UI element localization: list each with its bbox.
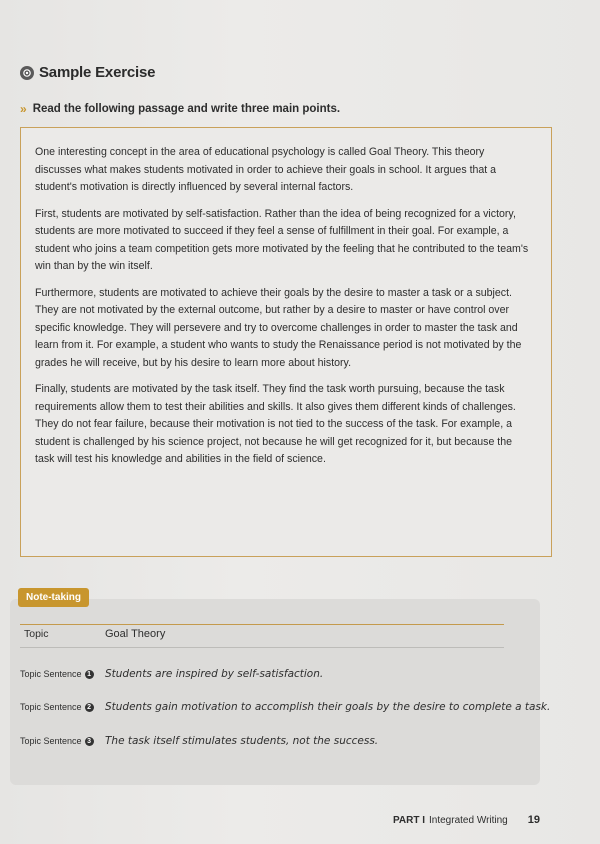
topic-sentence-row-2 — [20, 701, 550, 713]
section-header — [20, 64, 155, 81]
topic-sentence-row-3 — [20, 735, 378, 747]
passage-paragraph-2: First, students are motivated by self-satisfaction. Rather than the idea of being recognized for a victory, students are more motivated to succeed if they feel a sense of fulfillment in their goal. For example, a student who joins a team competition gets more motivated by the feeling that he contributed to the team's win than by the win itself. — [35, 207, 529, 272]
page-footer — [393, 814, 540, 826]
passage-text — [35, 144, 533, 478]
topic-label: Topic — [24, 628, 49, 640]
topic-sentence-label — [20, 669, 105, 679]
notes-divider-top — [20, 624, 504, 625]
number-1-icon: 1 — [85, 670, 94, 679]
topic-value: Goal Theory — [105, 628, 166, 640]
double-chevron-right-icon: » — [20, 102, 27, 116]
footer-part: PART I — [392, 815, 425, 826]
topic-sentence-label-text: Topic Sentence — [20, 736, 82, 746]
instruction-text: Read the following passage and write three main points. — [32, 103, 341, 115]
passage-paragraph-1: One interesting concept in the area of educational psychology is called Goal Theory. This theory discusses what makes students motivated in order to achieve their goals in school. It argues that a student's motivation is directly influenced by several internal factors. — [35, 146, 497, 193]
passage-paragraph-4: Finally, students are motivated by the task itself. They find the task worth pursuing, because the task requirements allow them to test their abilities and skills. It also gives them different kinds of challenges. They do not fear failure, because their motivation is not tied to the success of the task. For example, a student is challenged by his science project, not because he will get recognized for it, but because the task will test his knowledge and abilities in the field of science. — [35, 383, 516, 465]
instruction — [20, 102, 340, 116]
number-3-icon: 3 — [85, 737, 94, 746]
note-taking-box — [10, 599, 540, 785]
topic-sentence-text: Students gain motivation to accomplish their goals by the desire to complete a task. — [105, 701, 551, 713]
passage-paragraph-3: Furthermore, students are motivated to achieve their goals by the desire to master a task or a subject. They are not motivated by the external outcome, but rather by a desire to master or have control over specific knowledge. They will persevere and try to overcome challenges in order to master the task and learn from it. For example, a student who wants to study the Renaissance period is not motivated by the grades he will receive, but by his desire to learn more about history. — [35, 286, 522, 369]
topic-sentence-text: Students are inspired by self-satisfaction. — [105, 668, 324, 680]
note-taking-tab: Note-taking — [18, 588, 89, 607]
topic-sentence-label-text: Topic Sentence — [20, 702, 82, 712]
topic-sentence-label-text: Topic Sentence — [20, 669, 82, 679]
topic-sentence-label — [20, 736, 105, 746]
topic-sentence-label — [20, 702, 105, 712]
circle-dot-icon — [20, 66, 34, 80]
notes-divider-mid — [20, 647, 504, 648]
page-number: 19 — [527, 814, 540, 826]
footer-section: Integrated Writing — [429, 815, 508, 826]
number-2-icon: 2 — [85, 703, 94, 712]
passage-box — [20, 127, 552, 557]
topic-sentence-row-1 — [20, 668, 323, 680]
section-title: Sample Exercise — [39, 64, 156, 81]
topic-sentence-text: The task itself stimulates students, not the success. — [105, 735, 379, 747]
